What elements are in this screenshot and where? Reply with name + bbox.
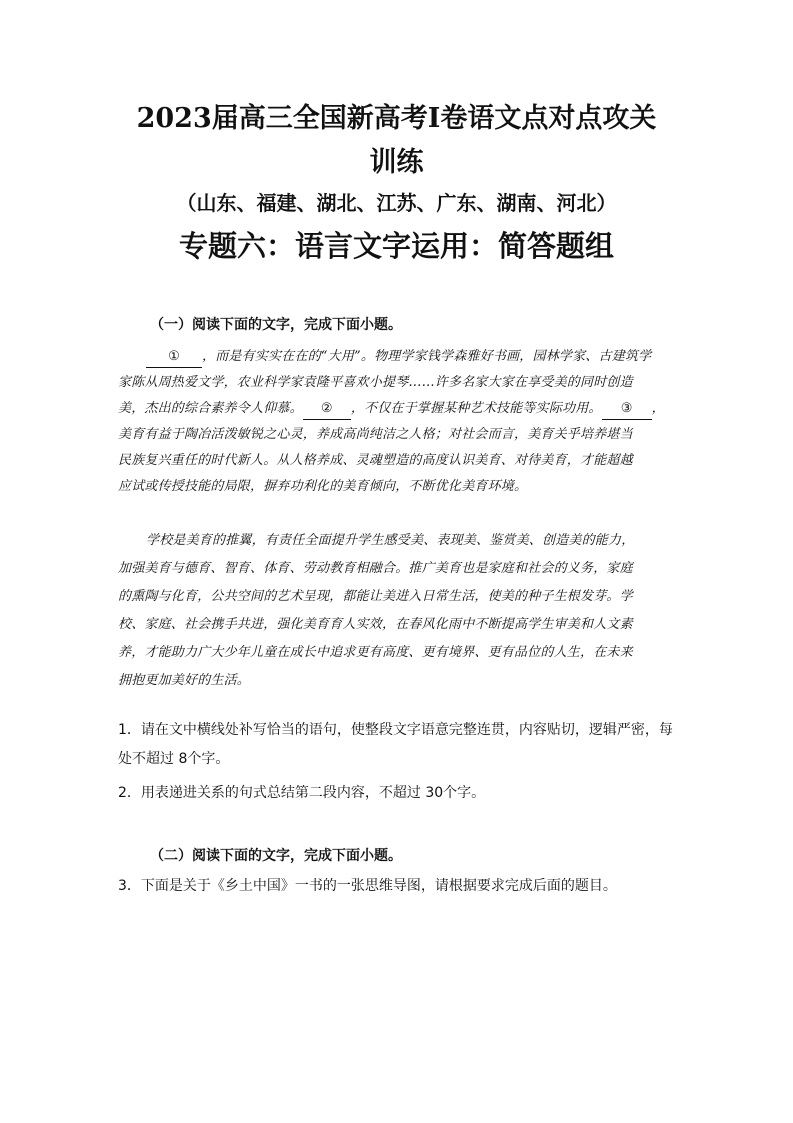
question-3: 3．下面是关于《乡土中国》一书的一张思维导图，请根据要求完成后面的题目。	[118, 878, 617, 894]
answer-blank-2[interactable]: ②	[303, 399, 351, 420]
answer-blank-3[interactable]: ③	[602, 399, 652, 420]
passage-line: 拥抱更加美好的生活。	[118, 673, 251, 688]
section-one-heading: （一）阅读下面的文字，完成下面小题。	[150, 317, 402, 333]
question-2: 2．用表递进关系的句式总结第二段内容，不超过 30个字。	[118, 785, 486, 801]
section-two-heading: （二）阅读下面的文字，完成下面小题。	[150, 848, 402, 864]
topic-heading: 专题六：语言文字运用：简答题组	[178, 229, 614, 263]
document-subtitle: （山东、福建、湖北、江苏、广东、湖南、河北）	[176, 191, 617, 215]
passage-text: 美，杰出的综合素养令人仰慕。	[118, 401, 303, 416]
passage-line: 加强美育与德育、智育、体育、劳动教育相融合。推广美育也是家庭和社会的义务，家庭	[118, 561, 633, 576]
document-title: 2023届高三全国新高考Ⅰ卷语文点对点攻关	[136, 103, 657, 134]
passage-text: ，	[651, 401, 665, 416]
document-title-continued: 训练	[369, 147, 424, 178]
passage-text: ，而是有实实在在的“大用”。物理学家钱学森雅好书画，园林学家、古建筑学	[202, 349, 652, 364]
question-1: 1．请在文中横线处补写恰当的语句，使整段文字语意完整连贯，内容贴切，逻辑严密，每	[118, 722, 673, 738]
passage-line: 学校是美育的推翼，有责任全面提升学生感受美、表现美、鉴赏美、创造美的能力，	[146, 533, 635, 548]
passage-line: 养，才能助力广大少年儿童在成长中追求更有高度、更有境界、更有品位的人生，在未来	[118, 645, 633, 660]
passage-line: 应试或传授技能的局限，摒弃功利化的美育倾向，不断优化美育环境。	[118, 479, 528, 494]
passage-line	[118, 396, 665, 422]
answer-blank-1[interactable]: ①	[146, 347, 202, 368]
passage-line	[146, 344, 651, 370]
passage-line: 民族复兴重任的时代新人。从人格养成、灵魂塑造的高度认识美育、对待美育，才能超越	[118, 453, 633, 468]
passage-line: 美育有益于陶冶活泼敏锐之心灵，养成高尚纯洁之人格；对社会而言，美育关乎培养堪当	[118, 427, 633, 442]
passage-line: 校、家庭、社会携手共进，强化美育育人实效，在春风化雨中不断提高学生审美和人文素	[118, 617, 633, 632]
question-1-continued: 处不超过 8个字。	[118, 751, 230, 767]
passage-line: 家陈从周热爱文学，农业科学家袁隆平喜欢小提琴……许多名家大家在享受美的同时创造	[118, 375, 633, 390]
passage-text: ，不仅在于掌握某种艺术技能等实际功用。	[350, 401, 602, 416]
passage-line: 的熏陶与化育，公共空间的艺术呈现，都能让美进入日常生活，使美的种子生根发芽。学	[118, 589, 633, 604]
